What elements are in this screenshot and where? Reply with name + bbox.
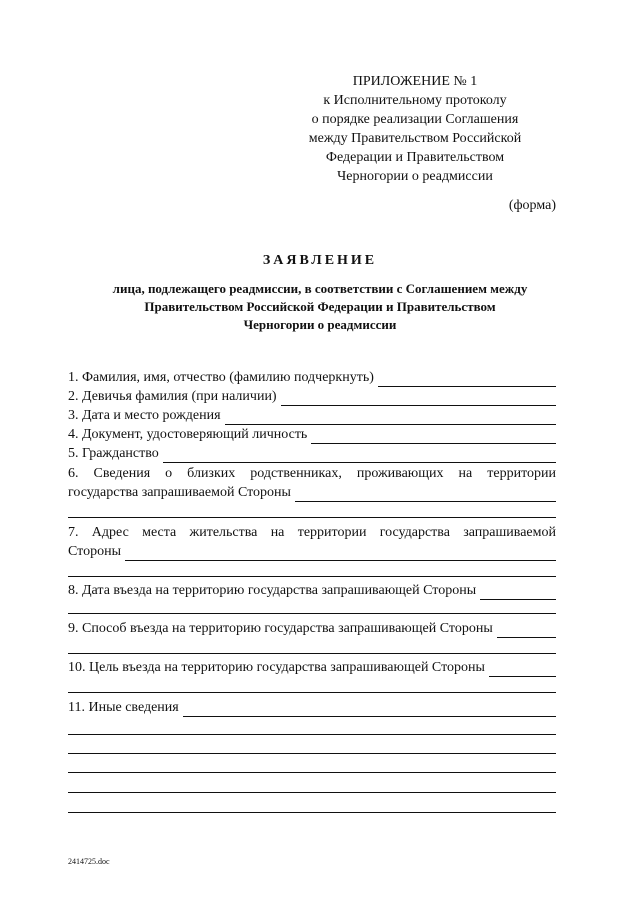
document-title: ЗАЯВЛЕНИЕ bbox=[262, 253, 378, 268]
subtitle-line: Черногории о реадмиссии bbox=[243, 317, 397, 332]
fill-line[interactable] bbox=[295, 487, 556, 502]
appendix-line: ПРИЛОЖЕНИЕ № 1 bbox=[352, 74, 478, 89]
field-label: 8. Дата въезда на территорию государства запрашивающей Стороны bbox=[68, 583, 477, 598]
appendix-header bbox=[290, 72, 540, 186]
fill-line[interactable] bbox=[68, 772, 556, 773]
fill-line[interactable] bbox=[125, 546, 556, 561]
fill-line[interactable] bbox=[183, 702, 556, 717]
appendix-line: Федерации и Правительством bbox=[325, 150, 505, 165]
field-full-name bbox=[68, 369, 556, 387]
form-note: (форма) bbox=[508, 198, 556, 213]
fill-line[interactable] bbox=[480, 585, 556, 600]
fill-line[interactable] bbox=[68, 812, 556, 813]
field-citizenship bbox=[68, 445, 556, 463]
appendix-line: Черногории о реадмиссии bbox=[337, 169, 493, 184]
field-label: 4. Документ, удостоверяющий личность bbox=[68, 427, 308, 442]
document-subtitle bbox=[40, 280, 600, 334]
fill-line[interactable] bbox=[68, 517, 556, 518]
field-label: 10. Цель въезда на территорию государства запрашивающей Стороны bbox=[68, 660, 485, 675]
subtitle-line: лица, подлежащего реадмиссии, в соответствии с Соглашением между bbox=[112, 281, 528, 296]
subtitle-line: Правительством Российской Федерации и Правительством bbox=[144, 299, 496, 314]
fill-line[interactable] bbox=[68, 734, 556, 735]
field-entry-method bbox=[68, 620, 556, 638]
field-label: 5. Гражданство bbox=[68, 446, 159, 461]
field-identity-document bbox=[68, 426, 556, 444]
fill-line[interactable] bbox=[68, 753, 556, 754]
field-entry-date bbox=[68, 582, 556, 600]
field-label: 9. Способ въезда на территорию государства запрашивающей Стороны bbox=[68, 621, 493, 636]
field-address bbox=[68, 543, 556, 561]
field-label: 2. Девичья фамилия (при наличии) bbox=[68, 389, 277, 404]
fill-line[interactable] bbox=[378, 372, 556, 387]
fill-line[interactable] bbox=[68, 692, 556, 693]
appendix-line: к Исполнительному протоколу bbox=[323, 93, 507, 108]
fill-line[interactable] bbox=[311, 429, 556, 444]
appendix-line: между Правительством Российской bbox=[308, 131, 522, 146]
field-maiden-name bbox=[68, 388, 556, 406]
fill-line[interactable] bbox=[281, 391, 556, 406]
field-relatives-label: 6. Сведения о близких родственниках, проживающих на территории bbox=[68, 466, 556, 481]
fill-line[interactable] bbox=[489, 662, 556, 677]
field-entry-purpose bbox=[68, 659, 556, 677]
appendix-line: о порядке реализации Соглашения bbox=[311, 112, 519, 127]
fill-line[interactable] bbox=[68, 653, 556, 654]
fill-line[interactable] bbox=[225, 410, 556, 425]
field-other-info bbox=[68, 699, 556, 717]
field-label: 11. Иные сведения bbox=[68, 700, 179, 715]
field-relatives bbox=[68, 484, 556, 502]
file-name-footer: 2414725.doc bbox=[68, 857, 110, 866]
fill-line[interactable] bbox=[163, 448, 556, 463]
fill-line[interactable] bbox=[497, 623, 556, 638]
field-label: Стороны bbox=[68, 544, 121, 559]
field-label: 3. Дата и место рождения bbox=[68, 408, 221, 423]
field-address-label: 7. Адрес места жительства на территории государства запрашиваемой bbox=[68, 525, 556, 540]
field-birth-date-place bbox=[68, 407, 556, 425]
field-label: государства запрашиваемой Стороны bbox=[68, 485, 291, 500]
fill-line[interactable] bbox=[68, 792, 556, 793]
field-label: 1. Фамилия, имя, отчество (фамилию подчеркнуть) bbox=[68, 370, 374, 385]
fill-line[interactable] bbox=[68, 576, 556, 577]
fill-line[interactable] bbox=[68, 613, 556, 614]
